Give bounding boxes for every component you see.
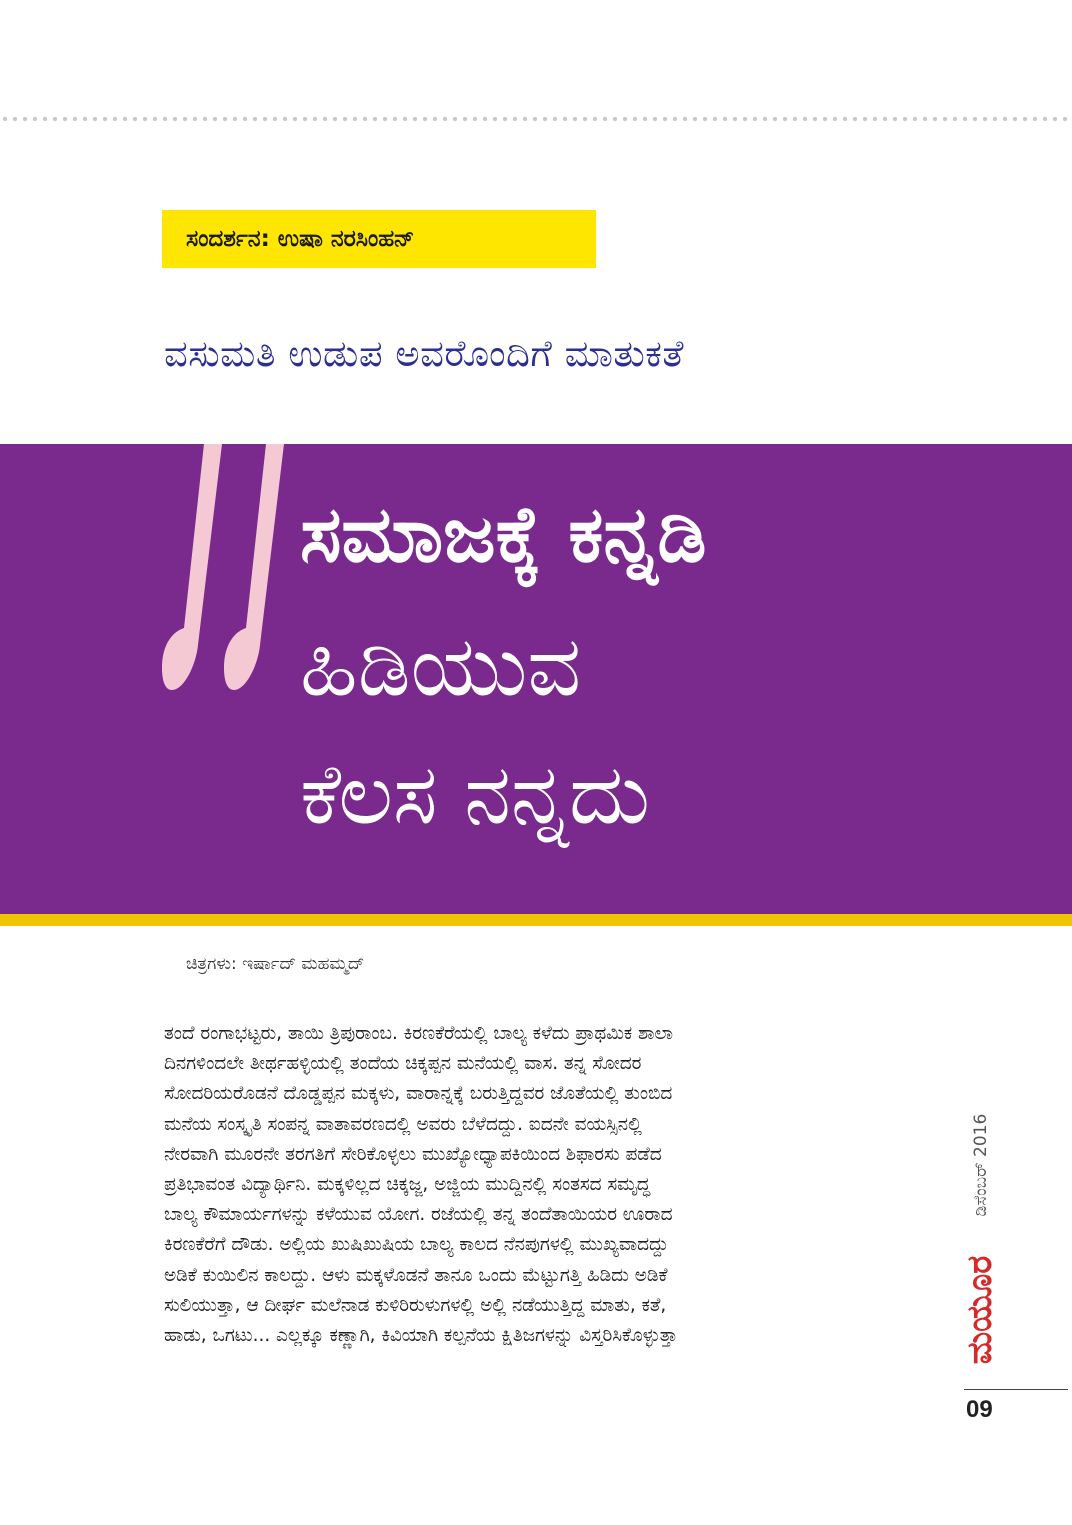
headline-line-2: ಹಿಡಿಯುವ <box>300 617 582 715</box>
page-number-rule <box>964 1389 1068 1390</box>
magazine-logo <box>958 1240 1002 1380</box>
banner-underline <box>0 914 1072 926</box>
issue-date-text: ಡಿಸೆಂಬರ್ 2016 <box>971 1113 991 1217</box>
page-number: 09 <box>966 1396 993 1423</box>
headline-line-3: ಕೆಲಸ ನನ್ನದು <box>300 745 650 843</box>
photo-credit: ಚಿತ್ರಗಳು: ಇರ್ಷಾದ್ ಮಹಮ್ಮದ್ <box>186 954 365 974</box>
interviewer-byline <box>162 210 596 268</box>
quote-mark-icon <box>160 440 290 700</box>
headline <box>300 490 707 880</box>
magazine-logo-text: ಮಯೂರ <box>960 1255 1000 1365</box>
headline-line-1: ಸಮಾಜಕ್ಕೆ ಕನ್ನಡಿ <box>300 490 707 580</box>
dotted-divider <box>0 116 1072 122</box>
issue-date <box>966 1100 996 1230</box>
article-body: ತಂದೆ ರಂಗಾಭಟ್ಟರು, ತಾಯಿ ತ್ರಿಪುರಾಂಬ. ಕಿರಣಕೆರೆಯಲ್ಲಿ ಬಾಲ್ಯ ಕಳೆದು ಪ್ರಾಥಮಿಕ ಶಾಲಾ ದಿನಗಳಿಂದಲೇ ತೀರ್ಥಹಳ್ಳಿಯಲ್ಲಿ ತಂದೆಯ ಚಿಕ್ಕಪ್ಪನ ಮನೆಯಲ್ಲಿ ವಾಸ. ತನ್ನ ಸೋದರ ಸೋದರಿಯರೊಡನೆ ದೊಡ್ಡಪ್ಪನ ಮಕ್ಕಳು, ವಾರಾನ್ನಕ್ಕೆ ಬರುತ್ತಿದ್ದವರ ಜೊತೆಯಲ್ಲಿ ತುಂಬಿದ ಮನೆಯ ಸಂಸ್ಕೃತಿ ಸಂಪನ್ನ ವಾತಾವರಣದಲ್ಲಿ ಅವರು ಬೆಳೆದದ್ದು. ಐದನೇ ವಯಸ್ಸಿನಲ್ಲಿ ನೇರವಾಗಿ ಮೂರನೇ ತರಗತಿಗೆ ಸೇರಿಕೊಳ್ಳಲು ಮುಖ್ಯೋಧ್ಯಾಪಕಿಯಿಂದ ಶಿಫಾರಸು ಪಡೆದ ಪ್ರತಿಭಾವಂತ ವಿದ್ಯಾರ್ಥಿನಿ. ಮಕ್ಕಳಿಲ್ಲದ ಚಿಕ್ಕಜ್ಜ, ಅಜ್ಜಿಯ ಮುದ್ದಿನಲ್ಲಿ ಸಂತಸದ ಸಮೃದ್ಧ ಬಾಲ್ಯ ಕೌಮಾರ್ಯಗಳನ್ನು ಕಳೆಯುವ ಯೋಗ. ರಜೆಯಲ್ಲಿ ತನ್ನ ತಂದೆತಾಯಿಯರ ಊರಾದ ಕಿರಣಕೆರೆಗೆ ದೌಡು. ಅಲ್ಲಿಯ ಖುಷಿಖುಷಿಯ ಬಾಲ್ಯ ಕಾಲದ ನೆನಪುಗಳಲ್ಲಿ ಮುಖ್ಯವಾದದ್ದು ಅಡಿಕೆ ಕುಯಿಲಿನ ಕಾಲದ್ದು. ಆಳು ಮಕ್ಕಳೊಡನೆ ತಾನೂ ಒಂದು ಮೆಟ್ಟುಗತ್ತಿ ಹಿಡಿದು ಅಡಿಕೆ ಸುಲಿಯುತ್ತಾ, ಆ ದೀರ್ಘ ಮಲೆನಾಡ ಕುಳಿರಿರುಳುಗಳಲ್ಲಿ ಅಲ್ಲಿ ನಡೆಯುತ್ತಿದ್ದ ಮಾತು, ಕತೆ, ಹಾಡು, ಒಗಟು... ಎಲ್ಲಕ್ಕೂ ಕಣ್ಣಾಗಿ, ಕಿವಿಯಾಗಿ ಕಲ್ಪನೆಯ ಕ್ಷಿತಿಜಗಳನ್ನು ವಿಸ್ತರಿಸಿಕೊಳ್ಳುತ್ತಾ <box>164 1023 678 1347</box>
article-subtitle: ವಸುಮತಿ ಉಡುಪ ಅವರೊಂದಿಗೆ ಮಾತುಕತೆ <box>164 332 685 375</box>
byline-text: ಸಂದರ್ಶನ: ಉಷಾ ನರಸಿಂಹನ್ <box>186 226 415 252</box>
